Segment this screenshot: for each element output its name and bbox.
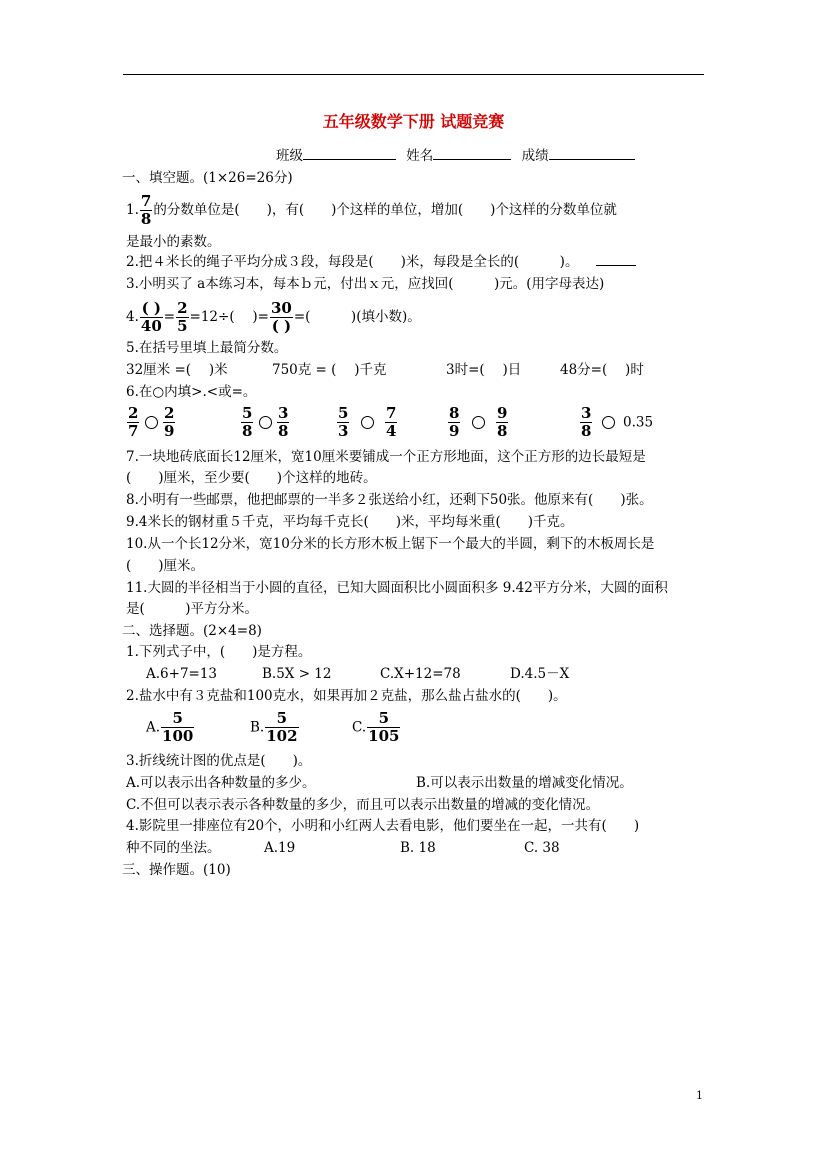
question-1-8: 8.小明有一些邮票，他把邮票的一半多２张送给小红，还剩下50张。他原来有( )张。 [126, 492, 653, 508]
question-1-6: 6.在○内填>.<或=。 [126, 384, 257, 400]
question-1-7: 7.一块地砖底面长12厘米，宽10厘米要铺成一个正方形地面，这个正方形的边长最短是 [126, 449, 646, 465]
compare-circle[interactable] [259, 416, 272, 429]
student-info [276, 145, 635, 166]
choice-a: A.可以表示出各种数量的多少。 [126, 775, 316, 791]
compare-pair: $\frac{3}{8}$ 0.35 [581, 404, 654, 440]
answer-line [596, 257, 636, 266]
choice-a: A.19 [264, 840, 296, 856]
compare-pair [447, 405, 509, 440]
compare-pair [240, 405, 290, 440]
question-2-3: 3.折线统计图的优点是( )。 [126, 753, 312, 769]
q5-a: 32厘米 =( )米 [126, 362, 228, 378]
q5-c: 3时=( )日 [446, 362, 522, 378]
fraction: $\frac{5}{8}$ [242, 404, 253, 440]
choice-a: A. $\frac{5}{100}$ [146, 709, 194, 745]
score-field[interactable] [549, 145, 635, 160]
fraction: $\frac{30}{( )}$ [270, 299, 292, 335]
choice-b: B.5X > 12 [262, 666, 332, 682]
section3-heading: 三、操作题。(10) [122, 862, 231, 878]
page-title: 五年级数学下册 试题竞赛 [322, 112, 505, 131]
choice-a: A.6+7=13 [146, 666, 218, 682]
question-1-10: 10.从一个长12分米，宽10分米的长方形木板上锯下一个最大的半圆，剩下的木板周长是 [126, 536, 655, 552]
choice-b: B. $\frac{5}{102}$ [250, 709, 298, 745]
question-1-1: 1. $\frac{7}{8}$ 的分数单位是( )，有( )个这样的单位，增加( )个这样的分数单位就 [126, 192, 617, 228]
choice-c: C. 38 [524, 840, 560, 856]
choice-c: C. $\frac{5}{105}$ [352, 709, 400, 745]
choice-c: C.X+12=78 [380, 666, 461, 682]
question-2-1: 1.下列式子中，( )是方程。 [126, 644, 312, 660]
name-field[interactable] [433, 145, 511, 160]
fraction: $\frac{3}{8}$ [581, 404, 592, 440]
question-2-4: 4.影院里一排座位有20个，小明和小红两人去看电影，他们要坐在一起，一共有( ) [126, 818, 640, 834]
section1-heading: 一、填空题。(1×26=26分) [122, 170, 293, 186]
fraction: $\frac{8}{9}$ [449, 404, 460, 440]
fraction: $\frac{5}{3}$ [338, 404, 349, 440]
header-rule [123, 74, 704, 75]
q5-d: 48分=( )时 [560, 362, 644, 378]
compare-circle[interactable] [145, 416, 158, 429]
question-1-11: 11.大圆的半径相当于小圆的直径，已知大圆面积比小圆面积多 9.42平方分米，大圆的面积 [126, 580, 668, 596]
fraction: $\frac{3}{8}$ [278, 404, 289, 440]
question-2-4-cont: 种不同的坐法。 [126, 840, 221, 856]
compare-pair [336, 405, 398, 440]
fraction: $\frac{5}{102}$ [266, 709, 298, 745]
fraction: $\frac{7}{8}$ [140, 192, 152, 228]
section2-heading: 二、选择题。(2×4=8) [122, 623, 262, 639]
question-1-9: 9.4米长的钢材重５千克，平均每千克长( )米，平均每米重( )千克。 [126, 514, 574, 530]
fraction: $\frac{2}{7}$ [128, 404, 139, 440]
question-2-2: 2.盐水中有３克盐和100克水，如果再加２克盐，那么盐占盐水的( )。 [126, 688, 567, 704]
question-1-3: 3.小明买了 a本练习本，每本ｂ元，付出ｘ元，应找回( )元。(用字母表达) [126, 276, 605, 292]
choice-c: C.不但可以表示表示各种数量的多少，而且可以表示出数量的增减的变化情况。 [126, 797, 600, 813]
question-1-2: 2.把４米长的绳子平均分成３段，每段是( )米，每段是全长的( )。 [126, 252, 636, 272]
question-1-5: 5.在括号里填上最简分数。 [126, 340, 288, 356]
fraction: $\frac{7}{4}$ [386, 404, 397, 440]
fraction: $\frac{2}{5}$ [177, 299, 188, 335]
question-1-7-cont: ( )厘米，至少要( )个这样的地砖。 [126, 470, 377, 486]
score-label: 成绩 [521, 148, 549, 164]
compare-circle[interactable] [472, 416, 485, 429]
question-1-1-cont: 是最小的素数。 [126, 234, 221, 250]
question-1-4: 4. $\frac{( )}{40}$ = $\frac{2}{5}$ =12÷( )= $\frac{30}{( )}$ =( )(填小数)。 [126, 299, 421, 335]
name-label: 姓名 [406, 148, 434, 164]
fraction: $\frac{2}{9}$ [164, 404, 175, 440]
fraction: $\frac{5}{100}$ [162, 709, 194, 745]
compare-pair [126, 405, 176, 440]
fraction: $\frac{9}{8}$ [497, 404, 508, 440]
choice-d: D.4.5－X [510, 666, 570, 682]
choice-b: B. 18 [400, 840, 436, 856]
compare-circle[interactable] [361, 416, 374, 429]
choice-b: B.可以表示出数量的增减变化情况。 [416, 775, 633, 791]
class-label: 班级 [276, 148, 303, 164]
fraction: $\frac{5}{105}$ [368, 709, 400, 745]
class-field[interactable] [303, 145, 396, 160]
page-number: 1 [696, 1089, 703, 1102]
q5-b: 750克 = ( )千克 [272, 362, 387, 378]
question-1-10-cont: ( )厘米。 [126, 558, 205, 574]
compare-circle[interactable] [602, 416, 615, 429]
question-1-11-cont: 是( )平方分米。 [126, 601, 259, 617]
fraction: $\frac{( )}{40}$ [140, 299, 162, 335]
